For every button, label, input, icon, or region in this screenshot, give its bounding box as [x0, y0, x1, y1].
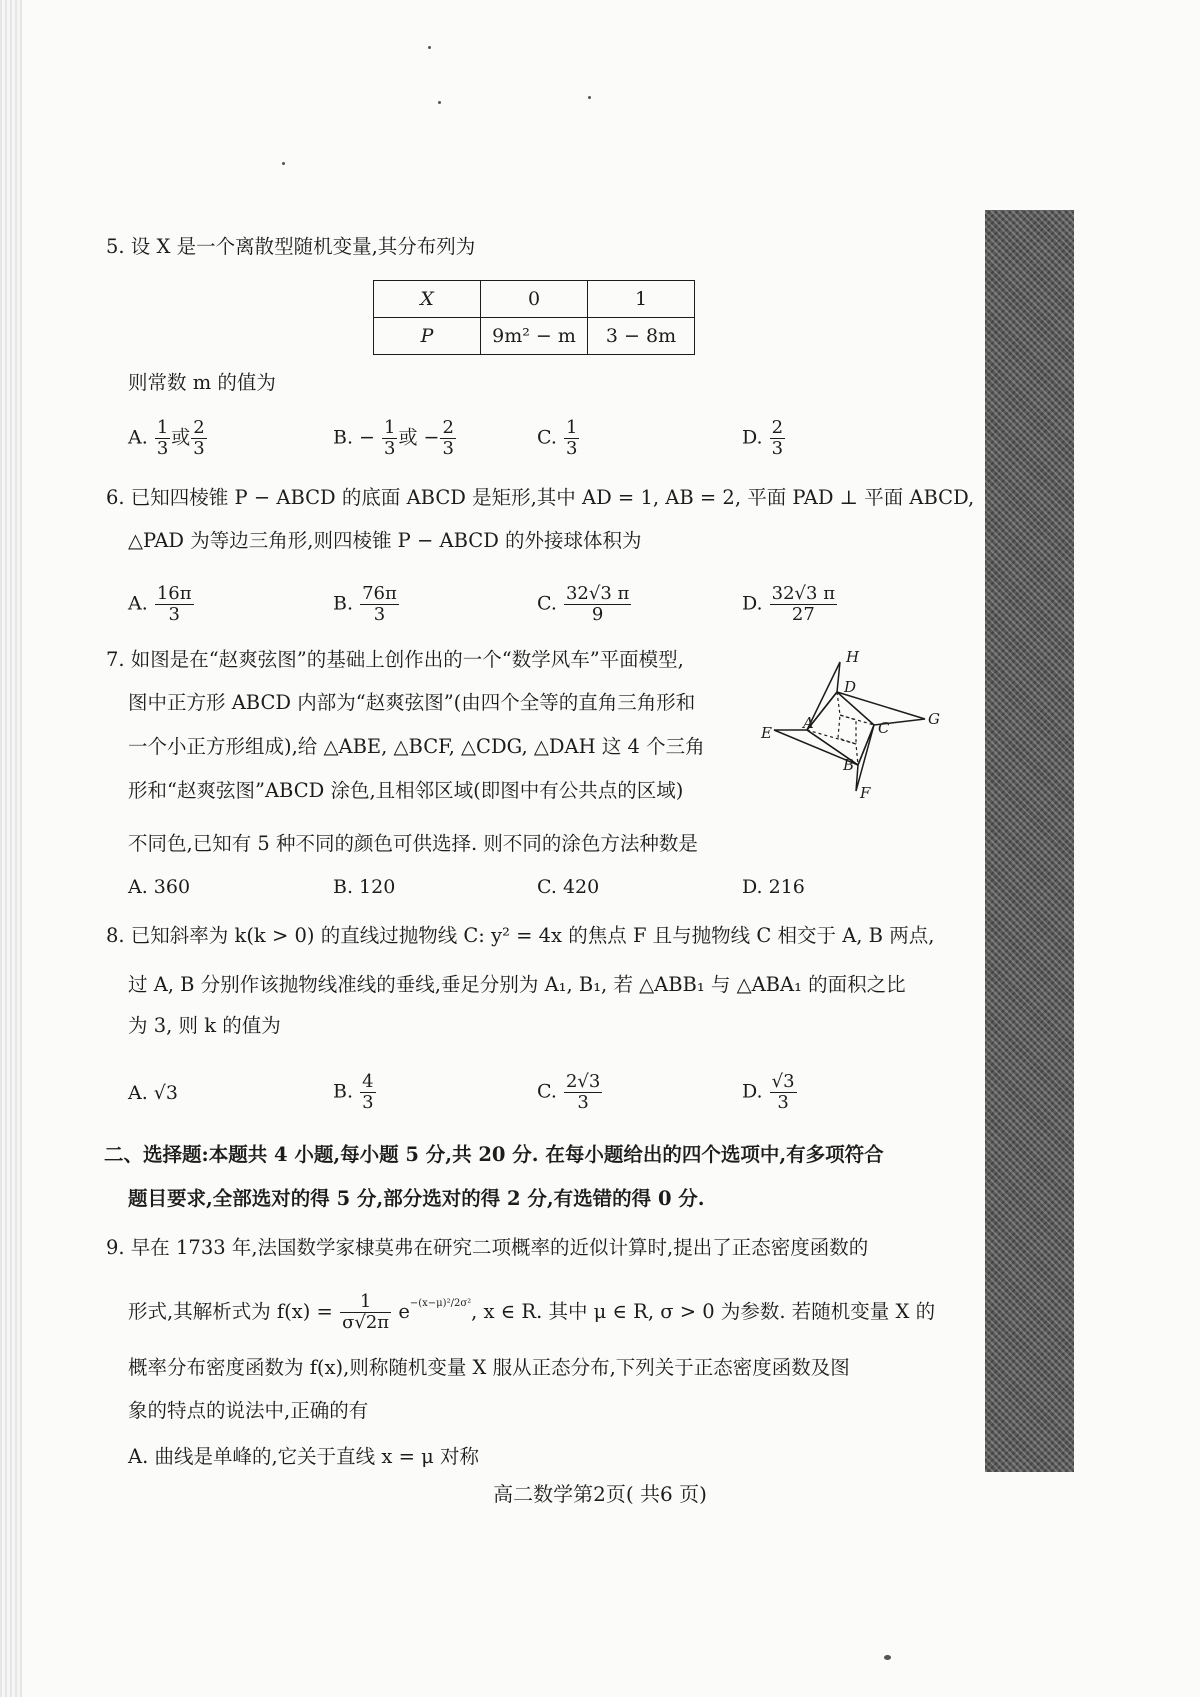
scan-speck	[884, 1655, 891, 1660]
denominator: 3	[193, 438, 205, 459]
q6-line-1: 6. 已知四棱锥 P − ABCD 的底面 ABCD 是矩形,其中 AD = 1, AB = 2, 平面 PAD ⊥ 平面 ABCD,	[106, 486, 975, 509]
fraction	[191, 418, 206, 459]
denominator: 9	[591, 604, 604, 625]
denominator: 3	[777, 1092, 789, 1113]
denominator: σ√2π	[342, 1312, 390, 1333]
denominator: 3	[384, 438, 396, 459]
formula-exp-base: e	[398, 1300, 410, 1323]
table-cell: 9m² − m	[481, 318, 588, 355]
denominator: 3	[373, 604, 386, 625]
q6-line-2: △PAD 为等边三角形,则四棱锥 P − ABCD 的外接球体积为	[128, 529, 642, 552]
numerator: 1	[156, 417, 169, 438]
inner-small-square	[838, 715, 856, 744]
option-label: D.	[742, 1080, 763, 1103]
q7-line-2: 图中正方形 ABCD 内部为“赵爽弦图”(由四个全等的直角三角形和	[128, 691, 696, 714]
denominator: 27	[791, 604, 815, 625]
scan-speck	[588, 96, 591, 99]
fraction	[564, 1072, 602, 1113]
option-label: D.	[742, 426, 763, 449]
fraction	[440, 418, 455, 459]
q8-line-2: 过 A, B 分别作该抛物线准线的垂线,垂足分别为 A₁, B₁, 若 △ABB₁ 与 △ABA₁ 的面积之比	[128, 973, 906, 996]
numerator: 32√3 π	[771, 583, 836, 604]
denominator: 3	[771, 438, 784, 459]
label-d: D	[844, 678, 857, 696]
denominator: 3	[156, 438, 169, 459]
table-row	[374, 318, 695, 355]
numerator: √3	[771, 1071, 795, 1092]
q7-option-d: D. 216	[742, 876, 805, 898]
denominator: 3	[442, 438, 454, 459]
numerator: 32√3 π	[565, 583, 630, 604]
label-h: H	[846, 648, 860, 666]
label-g: G	[928, 710, 940, 728]
section-2-heading-line-2: 题目要求,全部选对的得 5 分,部分选对的得 2 分,有选错的得 0 分.	[128, 1187, 705, 1210]
numerator: 2√3	[565, 1071, 601, 1092]
q5-followup: 则常数 m 的值为	[128, 371, 276, 394]
scan-speck	[282, 162, 285, 165]
option-label: A.	[128, 426, 148, 449]
table-cell: 0	[481, 281, 588, 318]
label-e: E	[761, 724, 772, 742]
q7-line-4: 形和“赵爽弦图”ABCD 涂色,且相邻区域(即图中有公共点的区域)	[128, 779, 684, 802]
q9-formula-prefix: 形式,其解析式为 f(x) =	[128, 1300, 333, 1323]
numerator: 76π	[362, 583, 397, 604]
option-text: 或	[171, 426, 191, 449]
q5-distribution-table	[373, 280, 695, 355]
q8-option-d	[742, 1072, 798, 1113]
scan-left-edge	[0, 0, 22, 1697]
scan-speck	[438, 101, 441, 104]
option-label: B.	[333, 1080, 354, 1103]
option-label: D.	[742, 592, 763, 615]
q7-line-1: 7. 如图是在“赵爽弦图”的基础上创作出的一个“数学风车”平面模型,	[106, 648, 684, 671]
q8-line-3: 为 3, 则 k 的值为	[128, 1014, 281, 1037]
denominator: 3	[168, 604, 180, 625]
denominator: 3	[362, 1092, 374, 1113]
option-label: C.	[537, 1080, 557, 1103]
triangle-bcf	[856, 725, 874, 791]
table-cell: X	[374, 281, 481, 318]
q6-option-a	[128, 584, 195, 625]
fraction	[564, 584, 631, 625]
q9-line-3: 概率分布密度函数为 f(x),则称随机变量 X 服从正态分布,下列关于正态密度函数及图	[128, 1356, 850, 1379]
scan-speck	[428, 46, 431, 49]
option-label: C.	[537, 592, 557, 615]
label-b: B	[843, 756, 855, 774]
fraction	[360, 584, 399, 625]
q6-option-c	[537, 584, 632, 625]
q7-option-c: C. 420	[537, 876, 600, 898]
formula-fraction	[340, 1292, 391, 1333]
numerator: 1	[565, 417, 578, 438]
q6-option-d	[742, 584, 838, 625]
label-f: F	[860, 784, 871, 802]
fraction	[564, 418, 579, 459]
q9-line-4: 象的特点的说法中,正确的有	[128, 1399, 369, 1422]
section-2-heading-line-1: 二、选择题:本题共 4 小题,每小题 5 分,共 20 分. 在每小题给出的四个选项中,有多项符合	[104, 1143, 884, 1166]
option-text: 或 −	[398, 426, 440, 449]
q9-line-1: 9. 早在 1733 年,法国数学家棣莫弗在研究二项概率的近似计算时,提出了正态密度函数的	[106, 1236, 869, 1259]
formula-exponent: −(x−μ)²/2σ²	[409, 1298, 472, 1309]
numerator: 1	[340, 1292, 391, 1313]
fraction	[155, 418, 170, 459]
windmill-figure	[760, 648, 940, 808]
q5-option-a	[128, 418, 208, 459]
numerator: 2	[771, 417, 784, 438]
label-a: A	[803, 714, 814, 732]
table-cell: P	[374, 318, 481, 355]
q5-option-b	[333, 418, 457, 459]
numerator: 2	[193, 417, 205, 438]
option-label: B.	[333, 592, 354, 615]
numerator: 1	[384, 417, 396, 438]
option-label: C.	[537, 426, 557, 449]
q8-option-b	[333, 1072, 377, 1113]
page-footer: 高二数学第2页( 共6 页)	[493, 1482, 707, 1506]
fraction	[770, 584, 837, 625]
q5-option-c	[537, 418, 580, 459]
numerator: 4	[362, 1071, 374, 1092]
q8-line-1: 8. 已知斜率为 k(k > 0) 的直线过抛物线 C: y² = 4x 的焦点 F 且与抛物线 C 相交于 A, B 两点,	[106, 924, 935, 947]
numerator: 2	[442, 417, 454, 438]
q7-option-a: A. 360	[128, 876, 191, 898]
q7-line-5: 不同色,已知有 5 种不同的颜色可供选择. 则不同的涂色方法种数是	[128, 832, 698, 855]
label-c: C	[878, 719, 890, 737]
table-row	[374, 281, 695, 318]
q8-option-c	[537, 1072, 603, 1113]
fraction	[770, 418, 785, 459]
q8-option-a: A. √3	[128, 1082, 178, 1104]
q9-formula-suffix: , x ∈ R. 其中 μ ∈ R, σ > 0 为参数. 若随机变量 X 的	[471, 1300, 936, 1323]
fraction	[155, 584, 194, 625]
table-cell: 3 − 8m	[588, 318, 695, 355]
q5-option-d	[742, 418, 786, 459]
q9-line-2	[128, 1290, 935, 1333]
scan-dark-strip	[985, 210, 1074, 1472]
fraction	[360, 1072, 375, 1113]
q6-option-b	[333, 584, 400, 625]
square-abcd	[807, 692, 874, 765]
q9-option-a: A. 曲线是单峰的,它关于直线 x = μ 对称	[128, 1445, 479, 1468]
numerator: 16π	[156, 583, 192, 604]
q7-line-3: 一个小正方形组成),给 △ABE, △BCF, △CDG, △DAH 这 4 个三角	[128, 735, 705, 758]
table-cell: 1	[588, 281, 695, 318]
option-label: A.	[128, 592, 148, 615]
denominator: 3	[565, 438, 578, 459]
fraction	[382, 418, 397, 459]
q7-option-b: B. 120	[333, 876, 396, 898]
denominator: 3	[577, 1092, 589, 1113]
option-label: B. −	[333, 426, 375, 449]
q5-stem: 5. 设 X 是一个离散型随机变量,其分布列为	[106, 235, 476, 258]
fraction	[770, 1072, 797, 1113]
